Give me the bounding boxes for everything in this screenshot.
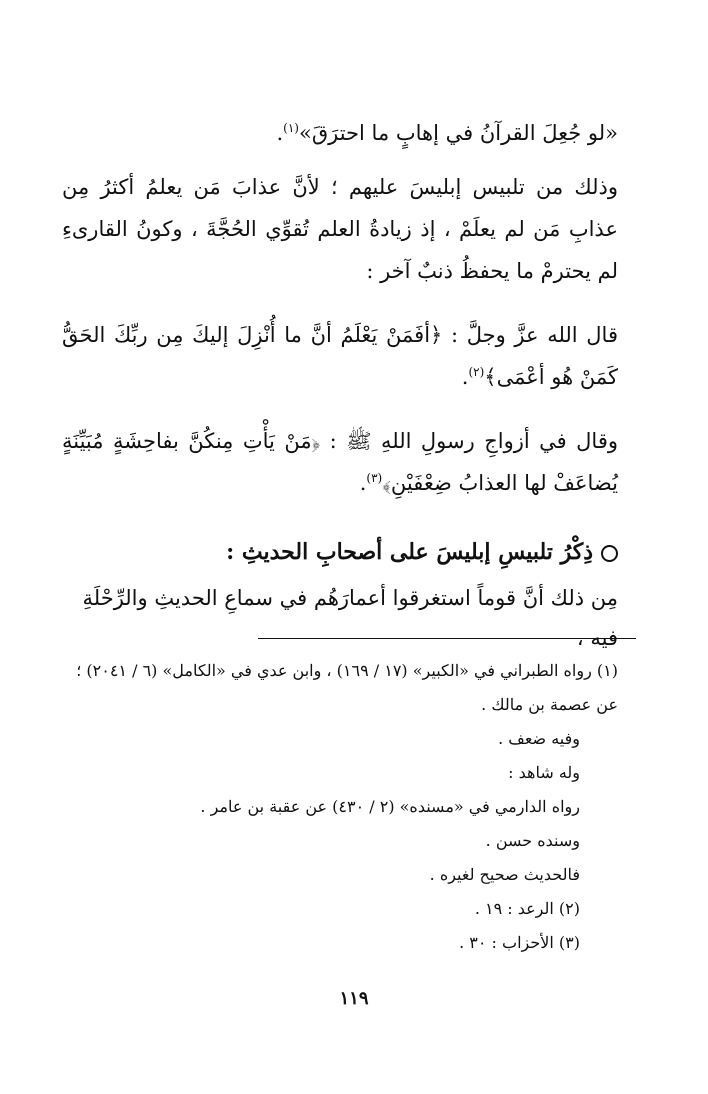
- footnotes: [62, 654, 618, 960]
- paragraph-verse-1: [62, 314, 618, 398]
- quote-text: «لو جُعِلَ القرآنُ في إهابٍ ما احترَقَ»: [298, 121, 618, 145]
- verse-1-text: قال الله عزَّ وجلَّ : ﴿أفَمَنْ يَعْلَمُ أنَّ ما أُنْزِلَ إليكَ مِن ربِّكَ الحَقُّ كَمَنْ هُو أعْمَى﴾: [62, 323, 618, 389]
- verse-1-end: .: [461, 365, 469, 389]
- circle-bullet-icon: [601, 545, 618, 562]
- footnote-divider: [258, 638, 636, 639]
- footnote-1-witness: وله شاهد :: [508, 763, 580, 782]
- paragraph-verse-2: [62, 420, 618, 504]
- section-text: مِن ذلك أنَّ قوماً استغرقوا أعمارَهُم في سماعِ الحديثِ والرِّحْلَةِ فيه ،: [82, 586, 618, 650]
- main-text: [62, 112, 618, 504]
- footnote-1: (١) رواه الطبراني في «الكبير» (١٧ / ١٦٩) ، وابن عدي في «الكامل» (٦ / ٢٠٤١) ؛ عن عصمة بن مالك .: [76, 661, 618, 714]
- footnote-ref-1[interactable]: (١): [283, 121, 299, 135]
- footnote-ref-2[interactable]: (٢): [468, 365, 485, 379]
- footnote-3: (٣) الأحزاب : ٣٠ .: [459, 933, 580, 952]
- verse-2-end: .: [359, 471, 367, 495]
- footnote-1-darimi: رواه الدارمي في «مسنده» (٢ / ٤٣٠) عن عقبة بن عامر .: [200, 797, 580, 816]
- page-number: ١١٩: [339, 988, 369, 1009]
- hadith-quote: [62, 112, 618, 154]
- footnote-1-conclusion: فالحديث صحيح لغيره .: [429, 865, 580, 884]
- verse-2-text: وقال في أزواجِ رسولِ اللهِ ﷺ : ﴿مَنْ يَأْتِ مِنكُنَّ بفاحِشَةٍ مُبَيِّنَةٍ يُضاعَفْ لها العذابُ ضِعْفَيْنِ﴾: [62, 429, 618, 495]
- footnote-1-sanad: وسنده حسن .: [485, 831, 580, 850]
- footnote-ref-3[interactable]: (٣): [366, 471, 383, 485]
- footnote-2: (٢) الرعد : ١٩ .: [474, 899, 580, 918]
- paragraph-explanation: وذلك من تلبيس إبليسَ عليهم ؛ لأنَّ عذابَ مَن يعلمُ أكثرُ مِن عذابِ مَن لم يعلَمْ ، إذ زيادةُ العلم تُقوِّي الحُجَّةَ ، وكونُ القارىءِ لم يحترمْ ما يحفظُ ذنبٌ آخر :: [62, 175, 618, 283]
- quote-end: .: [276, 121, 284, 145]
- section-heading: [62, 532, 618, 572]
- footnote-1-weak: وفيه ضعف .: [498, 729, 580, 748]
- section-heading-text: ذِكْرُ تلبيسِ إبليسَ على أصحابِ الحديثِ :: [226, 539, 593, 565]
